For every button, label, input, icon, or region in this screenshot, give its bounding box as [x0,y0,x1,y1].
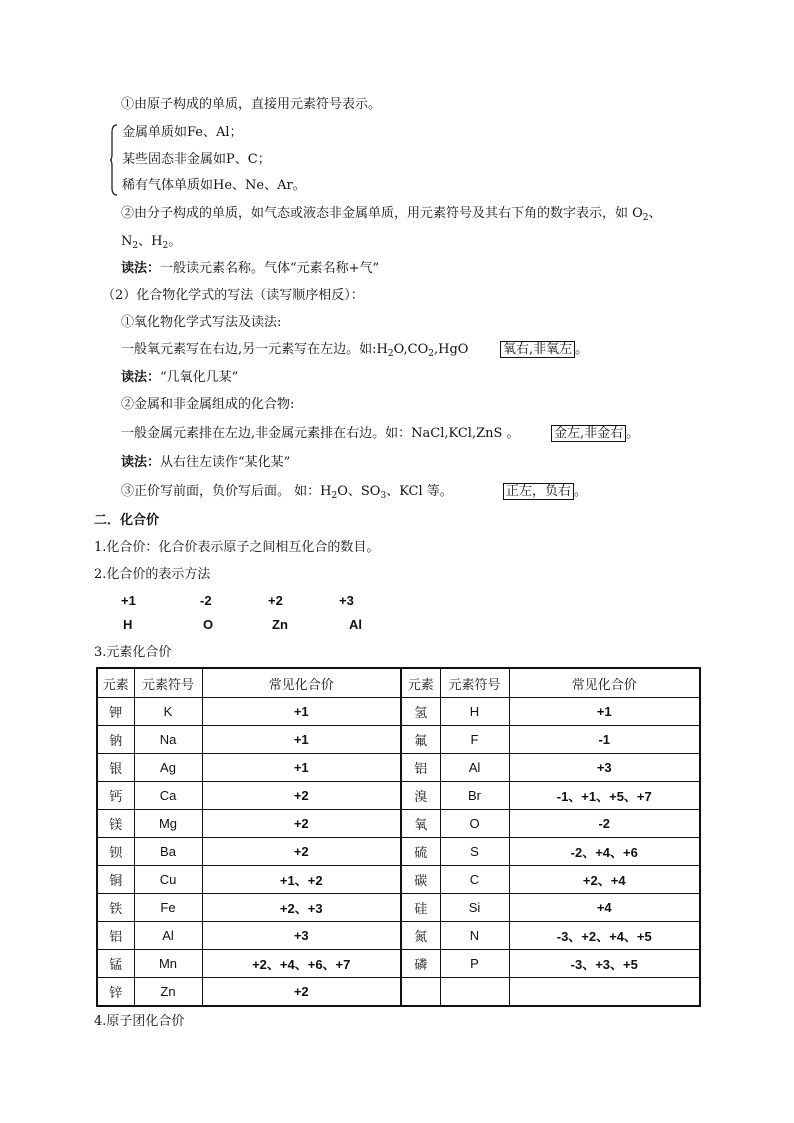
cell-symbol: Ca [134,782,202,810]
metal-nonmetal-mnemonic-box: 金左,非金右 [551,425,626,442]
cell-valence: +2 [202,782,401,810]
cell-symbol: F [440,726,509,754]
cell-valence: -1 [509,726,700,754]
cell-symbol: N [440,922,509,950]
cell-element: 钙 [97,782,134,810]
single-atomic-rule: ①由原子构成的单质，直接用元素符号表示。 [121,97,382,112]
valence-definition: 1.化合价：化合价表示原子之间相互化合的数目。 [94,540,380,555]
cell-symbol: Mn [134,950,202,978]
example-symbol-h: H [123,617,133,632]
cell-element: 溴 [401,782,440,810]
cell-valence [509,978,700,1007]
cell-element: 氢 [401,698,440,726]
cell-symbol: Zn [134,978,202,1007]
table-row [97,782,700,810]
cell-symbol: Na [134,726,202,754]
cell-symbol: Al [134,922,202,950]
table-row [97,726,700,754]
cell-valence: +2 [202,838,401,866]
table-row [97,838,700,866]
header-element: 元素 [401,668,440,698]
cell-symbol [440,978,509,1007]
cell-element: 钡 [97,838,134,866]
cell-element: 磷 [401,950,440,978]
nonmetal-single-example: 某些固态非金属如P、C； [122,152,271,167]
cell-valence: -2、+4、+6 [509,838,700,866]
example-symbol-al: Al [349,617,362,632]
oxide-mnemonic: 氧右,非氧左 。 [500,342,588,358]
header-symbol: 元素符号 [134,668,202,698]
cell-element: 锌 [97,978,134,1007]
cell-symbol: P [440,950,509,978]
cell-element: 银 [97,754,134,782]
cell-element: 铝 [401,754,440,782]
cell-valence: -3、+2、+4、+5 [509,922,700,950]
cell-valence: +3 [202,922,401,950]
metal-nonmetal-title: ②金属和非金属组成的化合物: [121,397,295,412]
cell-symbol: Cu [134,866,202,894]
cell-element: 钾 [97,698,134,726]
example-valence-zn: +2 [268,593,283,608]
header-element: 元素 [97,668,134,698]
positive-negative-rule: ③正价写前面，负价写后面。 如：$H_2O$、$SO_3$、KCl 等。 [121,484,453,501]
oxide-mnemonic-box: 氧右,非氧左 [500,341,575,358]
header-valence: 常见化合价 [509,668,700,698]
cell-symbol: C [440,866,509,894]
molecular-single-rule: ②由分子构成的单质，如气态或液态非金属单质，用元素符号及其右下角的数字表示，如 $O_2$、 [121,206,662,223]
metal-single-example: 金属单质如Fe、Al； [122,125,243,140]
metal-nonmetal-rule: 一般金属元素排在左边,非金属元素排在右边。如：NaCl,KCl,ZnS 。 [121,426,520,441]
example-valence-al: +3 [339,593,354,608]
cell-element: 镁 [97,810,134,838]
cell-valence: +3 [509,754,700,782]
cell-valence: -1、+1、+5、+7 [509,782,700,810]
cell-valence: +1、+2 [202,866,401,894]
noble-gas-example: 稀有气体单质如He、Ne、Ar。 [122,178,306,193]
cell-valence: +1 [202,726,401,754]
header-valence: 常见化合价 [202,668,401,698]
cell-valence: +1 [509,698,700,726]
cell-element: 铁 [97,894,134,922]
cell-element: 硫 [401,838,440,866]
cell-valence: +1 [202,698,401,726]
valence-table [96,667,701,1007]
cell-symbol: Ag [134,754,202,782]
compound-heading: （2）化合物化学式的写法（读写顺序相反）： [102,288,364,303]
table-header-row [97,668,700,698]
radical-valence-title: 4.原子团化合价 [94,1014,185,1029]
table-row [97,810,700,838]
cell-element: 硅 [401,894,440,922]
table-row [97,894,700,922]
cell-symbol: Br [440,782,509,810]
cell-element: 铜 [97,866,134,894]
positive-negative-mnemonic-box: 正左，负右 [503,483,574,500]
cell-element: 锰 [97,950,134,978]
cell-element: 氧 [401,810,440,838]
valence-notation-title: 2.化合价的表示方法 [94,567,211,582]
table-row [97,978,700,1007]
example-valence-o: -2 [200,593,212,608]
oxide-rule: 一般氧元素写在右边,另一元素写在左边。如$:H_2O,CO_2,HgO$ [121,342,469,359]
left-brace-icon [110,124,118,196]
cell-symbol: Si [440,894,509,922]
cell-symbol: Ba [134,838,202,866]
oxide-title: ①氧化物化学式写法及读法: [121,315,282,330]
cell-element: 氮 [401,922,440,950]
cell-element: 氟 [401,726,440,754]
cell-symbol: Fe [134,894,202,922]
table-row [97,866,700,894]
cell-element: 铝 [97,922,134,950]
cell-symbol: H [440,698,509,726]
cell-symbol: O [440,810,509,838]
cell-symbol: S [440,838,509,866]
single-read-rule: 读法：一般读元素名称。气体“元素名称+气” [121,261,380,276]
cell-valence: +2、+4 [509,866,700,894]
cell-element [401,978,440,1007]
cell-valence: +2、+4、+6、+7 [202,950,401,978]
cell-element: 钠 [97,726,134,754]
cell-symbol: Mg [134,810,202,838]
table-row [97,950,700,978]
table-row [97,754,700,782]
oxide-read-rule: 读法：“几氧化几某” [121,370,239,385]
element-valence-title: 3.元素化合价 [94,645,172,660]
cell-valence: +2 [202,978,401,1007]
cell-symbol: Al [440,754,509,782]
example-symbol-zn: Zn [272,617,288,632]
table-row [97,698,700,726]
cell-valence: +4 [509,894,700,922]
cell-symbol: K [134,698,202,726]
cell-valence: +2、+3 [202,894,401,922]
cell-valence: -3、+3、+5 [509,950,700,978]
cell-valence: -2 [509,810,700,838]
molecular-single-examples: $N_2$、$H_2$。 [121,234,182,251]
header-symbol: 元素符号 [440,668,509,698]
metal-nonmetal-mnemonic: 金左,非金右 。 [551,426,639,442]
table-row [97,922,700,950]
metal-nonmetal-read-rule: 读法：从右往左读作“某化某” [121,455,291,470]
cell-element: 碳 [401,866,440,894]
example-symbol-o: O [203,617,214,632]
valence-heading: 二．化合价 [94,513,160,528]
example-valence-h: +1 [121,593,136,608]
positive-negative-mnemonic: 正左，负右 。 [503,484,587,500]
cell-valence: +1 [202,754,401,782]
cell-valence: +2 [202,810,401,838]
